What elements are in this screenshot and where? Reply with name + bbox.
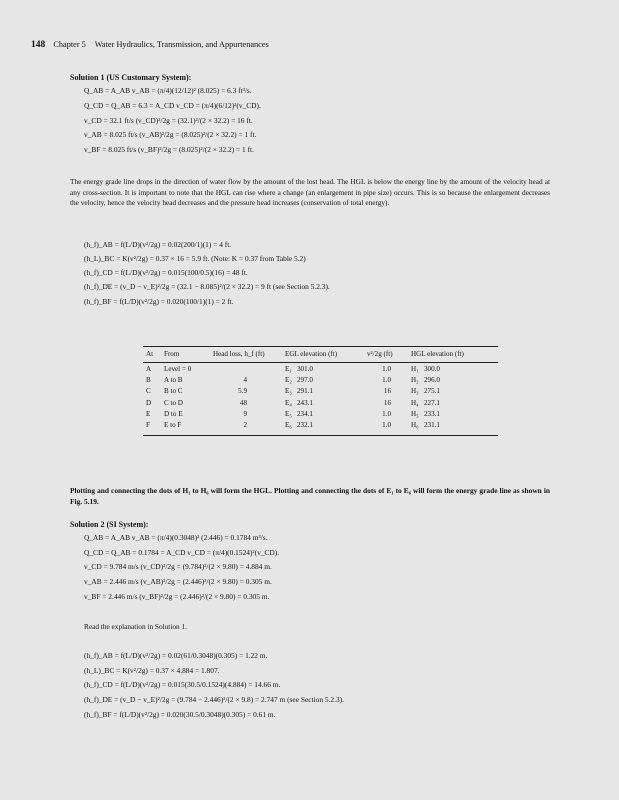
table-cell-head-loss: 2 [243,421,247,429]
table-cell-velocity-head: 1.0 [382,376,391,385]
table-cell-hgl-label: H₃ [411,387,419,396]
table-cell-hgl-label: H₂ [411,376,419,385]
table-cell-hgl-label: H₁ [411,365,419,373]
table-cell-egl-label: E₄ [285,398,292,407]
table-cell-from: C to D [164,398,183,407]
table-cell-egl-value: 291.1 [297,387,313,396]
table-top-rule [143,346,498,347]
table-cell-head-loss: 9 [243,409,247,418]
table-cell-at: F [146,421,150,429]
table-header-from: From [164,350,180,358]
s1-loss-equation-5: (h_f)_BF = f(L/D)(v²/2g) = 0.020(100/1)(1) = 2 ft. [84,297,234,306]
table-cell-hgl-value: 296.0 [424,376,440,385]
s1-loss-equation-4: (h_f)_DE = (v_D − v_E)²/2g = (32.1 − 8.085)²/(2 × 32.2) = 9 ft (see Section 5.2.3). [84,282,330,291]
table-cell-egl-label: E₆ [285,421,292,429]
table-cell-velocity-head: 1.0 [382,409,391,418]
table-cell-hgl-label: H₆ [411,421,419,429]
table-cell-egl-label: E₁ [285,365,292,373]
table-cell-at: E [146,409,151,418]
table-cell-hgl-label: H₅ [411,409,419,418]
s1-equation-5: v_BF = 8.025 ft/s (v_BF)²/2g = (8.025)²/(2 × 32.2) = 1 ft. [84,145,254,154]
table-cell-from: Level = 0 [164,365,192,373]
table-cell-head-loss: 5.9 [238,387,247,396]
s2-loss-equation-3: (h_f)_CD = f(L/D)(v²/2g) = 0.015(30.5/0.1524)(4.884) = 14.66 m. [84,680,281,689]
s2-loss-equation-1: (h_f)_AB = f(L/D)(v²/2g) = 0.02(61/0.3048)(0.305) = 1.22 m. [84,651,268,660]
table-cell-egl-label: E₂ [285,376,292,385]
table-cell-velocity-head: 16 [383,387,391,396]
s2-equation-1: Q_AB = A_AB v_AB = (π/4)(0.3048)² (2.446) = 0.1784 m³/s. [84,533,268,542]
table-cell-egl-value: 243.1 [297,398,313,407]
table-cell-at: B [146,376,151,385]
s1-equation-2: Q_CD = Q_AB = 6.3 = A_CD v_CD = (π/4)(6/12)²(v_CD). [84,101,261,110]
s1-explanation-paragraph: The energy grade line drops in the direction of water flow by the amount of the lost head. The HGL is below the energy line by the amount of the velocity head at any cross-section. It is important to note that the HGL can rise where a change (an enlargement in pipe size) occurs. This is so because the enlargement decreases the velocity, hence the velocity head decreases and the pressure head increases (conservation of total energy). [70,177,550,208]
s1-equation-3: v_CD = 32.1 ft/s (v_CD)²/2g = (32.1)²/(2 × 32.2) = 16 ft. [84,116,253,125]
chapter-label: Chapter 5 [53,40,86,49]
running-header [31,40,269,50]
table-cell-at: A [146,365,152,373]
plot-note: Plotting and connecting the dots of H₁ to H₆ will form the HGL. Plotting and connecting the dots of E₁ to E₆ will form the energy grade line as shown in Fig. 5.19. [70,486,550,506]
s2-note: Read the explanation in Solution 1. [84,622,187,631]
table-cell-egl-value: 234.1 [297,409,313,418]
table-cell-egl-value: 232.1 [297,421,313,429]
s2-equation-5: v_BF = 2.446 m/s (v_BF)²/2g = (2.446)²/(2 × 9.80) = 0.305 m. [84,592,270,601]
table-cell-at: C [146,387,151,396]
table-header-at: At [146,350,154,358]
table-cell-egl-label: E₅ [285,409,292,418]
table-cell-velocity-head: 16 [383,398,391,407]
table-cell-at: D [146,398,152,407]
table-header-hgl: HGL elevation (ft) [411,350,464,358]
table-cell-hgl-value: 275.1 [424,387,440,396]
s2-equation-3: v_CD = 9.784 m/s (v_CD)²/2g = (9.784)²/(2 × 9.80) = 4.884 m. [84,562,272,571]
s1-loss-equation-1: (h_f)_AB = f(L/D)(v²/2g) = 0.02(200/1)(1) = 4 ft. [84,240,232,249]
s2-equation-2: Q_CD = Q_AB = 0.1784 = A_CD v_CD = (π/4)(0.1524)²(v_CD). [84,548,280,557]
chapter-title: Water Hydraulics, Transmission, and Appurtenances [94,40,269,49]
s1-equation-4: v_AB = 8.025 ft/s (v_AB)²/2g = (8.025)²/(2 × 32.2) = 1 ft. [84,130,257,139]
table-header-velocity-head: v²/2g (ft) [367,350,393,358]
table-cell-hgl-value: 227.1 [424,398,440,407]
table-cell-egl-value: 301.0 [297,365,313,373]
s1-loss-equation-2: (h_L)_BC = K(v²/2g) = 0.37 × 16 = 5.9 ft. (Note: K = 0.37 from Table 5.2) [84,254,306,263]
table-cell-hgl-value: 231.1 [424,421,440,429]
s1-equation-1: Q_AB = A_AB v_AB = (π/4)(12/12)² (8.025) = 6.3 ft³/s. [84,86,252,95]
table-cell-head-loss: 4 [243,376,247,385]
s2-loss-equation-4: (h_f)_DE = (v_D − v_E)²/2g = (9.784 − 2.446)²/(2 × 9.8) = 2.747 m (see Section 5.2.3). [84,695,344,704]
table-cell-hgl-value: 233.1 [424,409,440,418]
s2-equation-4: v_AB = 2.446 m/s (v_AB)²/2g = (2.446)²/(2 × 9.80) = 0.305 m. [84,577,272,586]
table-cell-head-loss: 48 [239,398,247,407]
table-cell-from: A to B [164,376,183,385]
s2-loss-equation-2: (h_L)_BC = K(v²/2g) = 0.37 × 4.884 = 1.807. [84,666,220,675]
table-cell-from: E to F [164,421,182,429]
table-cell-velocity-head: 1.0 [382,421,391,429]
table-cell-velocity-head: 1.0 [382,365,391,373]
table-header-head-loss: Head loss, h_f (ft) [213,350,265,358]
s2-loss-equation-5: (h_f)_BF = f(L/D)(v²/2g) = 0.020(30.5/0.3048)(0.305) = 0.61 m. [84,710,276,719]
solution1-heading: Solution 1 (US Customary System): [70,73,192,82]
table-header-rule [143,362,498,363]
table-cell-hgl-value: 300.0 [424,365,440,373]
table-cell-from: D to E [164,409,183,418]
table-cell-from: B to C [164,387,183,396]
table-cell-egl-value: 297.0 [297,376,313,385]
table-header-egl: EGL elevation (ft) [285,350,338,358]
solution2-heading: Solution 2 (SI System): [70,520,149,529]
table-cell-egl-label: E₃ [285,387,292,396]
s1-loss-equation-3: (h_f)_CD = f(L/D)(v²/2g) = 0.015(100/0.5)(16) = 48 ft. [84,268,248,277]
table-bottom-rule [143,435,498,436]
page-number: 148 [31,40,46,50]
table-cell-hgl-label: H₄ [411,398,419,407]
